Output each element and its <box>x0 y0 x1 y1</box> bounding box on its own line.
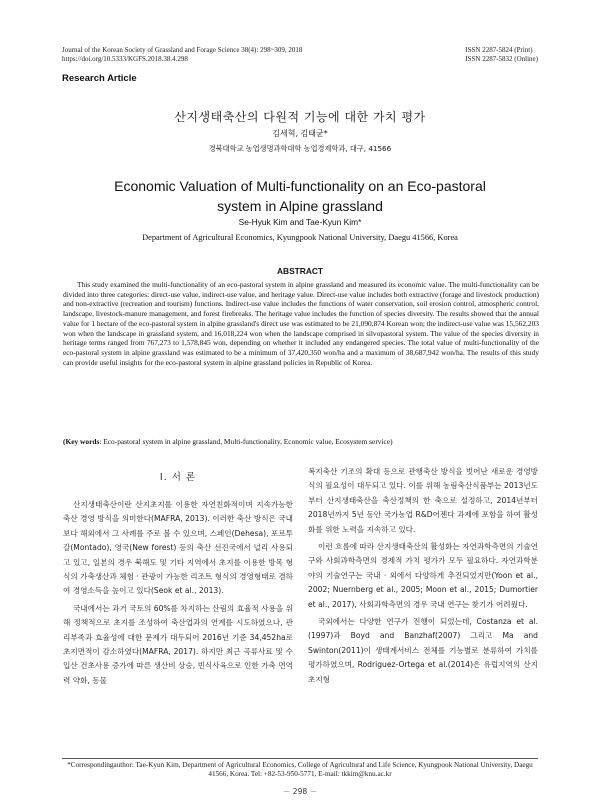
paragraph: 이런 흐름에 따라 산지생태축산의 활성화는 자연과학측면의 기술연구와 사회과학측면의 경제적 가치 평가가 모두 필요하다. 자연과학분야의 기술연구는 국내 · 외에서 다양하게 추진되었지만(Yoon et al., 2002; Nuernberg et al., 2005; Moon et al., 2015; Dumortier et al., 2017), 사회과학측면의 경우 국내 연구는 찾기가 어려웠다. <box>308 542 538 609</box>
korean-authors: 김세혁, 김태균* <box>272 129 328 138</box>
issn-print: ISSN 2287-5824 (Print) <box>465 46 533 54</box>
issn-block <box>465 46 538 64</box>
english-title: Economic Valuation of Multi-functionality on an Eco-pastoral system in Alpine grassland <box>114 178 486 214</box>
issn-online: ISSN 2287-5832 (Online) <box>465 55 538 63</box>
page-number: － 298 － <box>282 787 318 796</box>
abstract-body: This study examined the multi-functionality of an eco-pastoral system in alpine grassland and measured its economic value. The multi-functionality can be divided into three categories: direct-use value, indirect-use value, and heritage value. Direct-use value includes both extractive (forage and livestock production) and non-extractive (recreation and tourism) functions. Indirect-use value includes the functions of water conservation, soil erosion control, atmospheric control, landscape, livestock-manure management, and forest firebreaks. The heritage value includes the function of species diversity. The results showed that the annual value for 1 hectare of the eco-pastoral system in alpine grassland's direct use was estimated to be 21,090,874 Korean won; the indirect-use value was 15,562,203 won when the landscape in grassland system, and 16,018,224 won when the landscape comprised in silvopastoral system. The value of the species diversity in heritage terms ranged from 767,273 to 1,578,845 won, depending on whether it included any endangered species. The total value of multi-functionality of the eco-pastoral system in alpine grassland was estimated to be a minimum of 37,420,350 won/ha and a maximum of 38,687,942 won/ha. The results of this study can provide useful insights for the eco-pastoral system in alpine grassland policies in Republic of Korea. <box>63 280 539 367</box>
keywords-line <box>63 437 539 447</box>
korean-title: 산지생태축산의 다원적 기능에 대한 가치 평가 <box>174 110 426 124</box>
journal-citation: Journal of the Korean Society of Grassland and Forage Science 38(4): 298~309, 2018 <box>62 46 303 54</box>
korean-affiliation: 경북대학교 농업생명과학대학 농업경제학과, 대구, 41566 <box>208 144 392 153</box>
corresponding-author-footnote: *Correspondingauthor: Tae-Kyun Kim, Department of Agricultural Economics, College of Agricultural and Life Science, Kyungpook National University, Daegu 41566, Korea. Tel: +82-53-950-5771, E-mail: tkkim@knu.ac.kr <box>67 761 533 778</box>
keywords-label: (Key words <box>63 437 100 446</box>
body-column-right <box>308 465 538 690</box>
paragraph: 국외에서는 다양한 연구가 진행이 되었는데, Costanza et al.(1997)과 Boyd and Banzhaf(2007) 그리고 Ma and Swinton(2011)이 생태계서비스 전체를 기능별로 분류하여 가치를 평가하였으며, Rodriguez-Ortega et al.(2014)은 유럽지역의 산지초지형 <box>308 617 538 684</box>
english-affiliation: Department of Agricultural Economics, Kyungpook National University, Daegu 41566, Korea <box>142 233 458 242</box>
article-type: Research Article <box>62 73 137 84</box>
section-heading: Ⅰ. 서 론 <box>159 472 197 483</box>
keywords-list: : Eco-pastoral system in alpine grassland, Multi-functionality, Economic value, Ecosystem service) <box>99 437 393 446</box>
english-title-block <box>0 176 600 216</box>
doi-link[interactable]: https://doi.org/10.5333/KGFS.2018.38.4.298 <box>62 55 188 63</box>
english-authors: Se-Hyuk Kim and Tae-Kyun Kim* <box>238 217 362 227</box>
journal-header <box>62 46 302 64</box>
paragraph: 국내에서는 과거 국토의 60%를 차지하는 산림의 효율적 사용을 위해 정책적으로 초지를 조성하여 축산업과의 연계를 시도하였으나, 관리부족과 효율성에 대한 문제가 대두되어 2016년 기준 34,452ha로 초지면적이 감소하였다(MAFRA, 2017). 하지만 최근 곡류사료 및 수입산 건초사용 증가에 따른 생산비 상승, 빈식사육으로 인한 가축 면역력 약화, 동물 <box>63 603 293 685</box>
body-column-left <box>63 470 293 691</box>
paragraph: 산지생태축산이란 산지초지를 이용한 자연친화적이며 지속가능한 축산 경영 방식을 의미한다(MAFRA, 2013). 이러한 축산 방식은 국내보다 해외에서 그 사례를 주로 볼 수 있으며, 스페인(Dehesa), 포르투갈(Montado), 영국(New forest) 등의 축산 선진국에서 널리 사용되고 있고, 일본의 경우 북해도 및 기타 지역에서 초지를 이용한 방목 형식의 가축생산과 체험 · 관광이 가능한 리조트 형식의 경영형태로 겸하여 경영소득을 높이고 있다(Seok et al., 2013). <box>63 500 293 596</box>
paragraph: 복지축산 기조의 확대 등으로 관행축산 방식을 벗어난 새로운 경영방식의 필요성이 대두되고 있다. 이를 위해 농림축산식품부는 2013년도부터 산지생태축산을 축산정책의 한 축으로 설정하고, 2014년부터 2018년까지 5년 동안 국가농업 R&D어젠다 과제에 포함을 하여 활성화를 위한 노력을 지속하고 있다. <box>308 467 538 534</box>
abstract-heading: ABSTRACT <box>276 266 324 276</box>
footnote-divider <box>62 758 538 759</box>
